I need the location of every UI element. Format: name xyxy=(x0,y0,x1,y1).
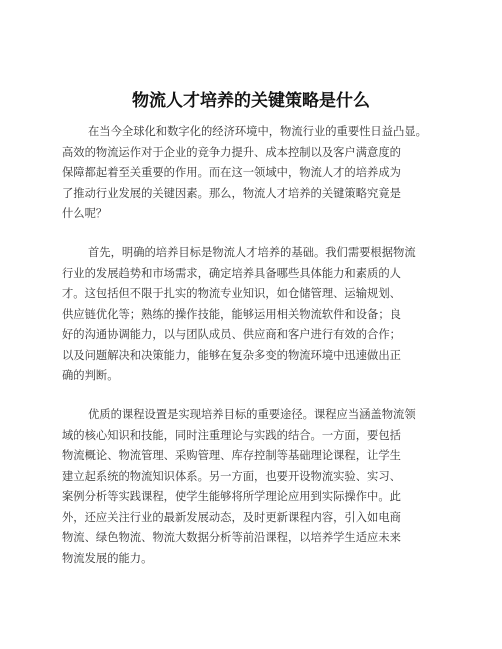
paragraph-line: 了推动行业发展的关键因素。那么，物流人才培养的关键策略究竟是 xyxy=(62,186,401,200)
paragraph-line: 建立起系统的物流知识体系。另一方面，也要开设物流实验、实习、 xyxy=(62,469,401,483)
paragraph-line: 物流、绿色物流、物流大数据分析等前沿课程，以培养学生适应未来 xyxy=(62,531,401,544)
paragraph-line: 以及问题解决和决策能力，能够在复杂多变的物流环境中迅速做出正 xyxy=(62,348,401,362)
paragraph-line: 在当今全球化和数字化的经济环境中，物流行业的重要性日益凸显。 xyxy=(88,125,427,138)
paragraph-line: 什么呢？ xyxy=(62,207,108,220)
paragraph-intro xyxy=(62,122,442,225)
paragraph-line: 域的核心知识和技能，同时注重理论与实践的结合。一方面，要包括 xyxy=(62,428,401,442)
paragraph-line: 首先，明确的培养目标是物流人才培养的基础。我们需要根据物流 xyxy=(88,246,416,259)
paragraph-line: 确的判断。 xyxy=(62,369,119,382)
paragraph-line: 才。这包括但不限于扎实的物流专业知识，如仓储管理、运输规划、 xyxy=(62,287,401,300)
paragraph-line: 物流发展的能力。 xyxy=(62,551,153,565)
paragraph-line: 优质的课程设置是实现培养目标的重要途径。课程应当涵盖物流领 xyxy=(88,408,416,421)
paragraph-line: 外，还应关注行业的最新发展动态，及时更新课程内容，引入如电商 xyxy=(62,510,401,524)
paragraph-curriculum xyxy=(62,405,442,569)
paragraph-line: 好的沟通协调能力，以与团队成员、供应商和客户进行有效的合作； xyxy=(62,328,401,341)
paragraph-line: 保障都起着至关重要的作用。而在这一领域中，物流人才的培养成为 xyxy=(62,166,401,179)
paragraph-line: 物流概论、物流管理、采购管理、库存控制等基础理论课程，让学生 xyxy=(62,449,401,462)
paragraph-line: 行业的发展趋势和市场需求，确定培养具备哪些具体能力和素质的人 xyxy=(62,266,401,280)
paragraph-goals xyxy=(62,243,442,387)
paragraph-line: 供应链优化等；熟练的操作技能，能够运用相关物流软件和设备；良 xyxy=(62,307,401,321)
paragraph-line: 高效的物流运作对于企业的竞争力提升、成本控制以及客户满意度的 xyxy=(62,145,401,159)
document-title: 物流人才培养的关键策略是什么 xyxy=(132,91,370,111)
paragraph-line: 案例分析等实践课程，使学生能够将所学理论应用到实际操作中。此 xyxy=(62,490,401,503)
